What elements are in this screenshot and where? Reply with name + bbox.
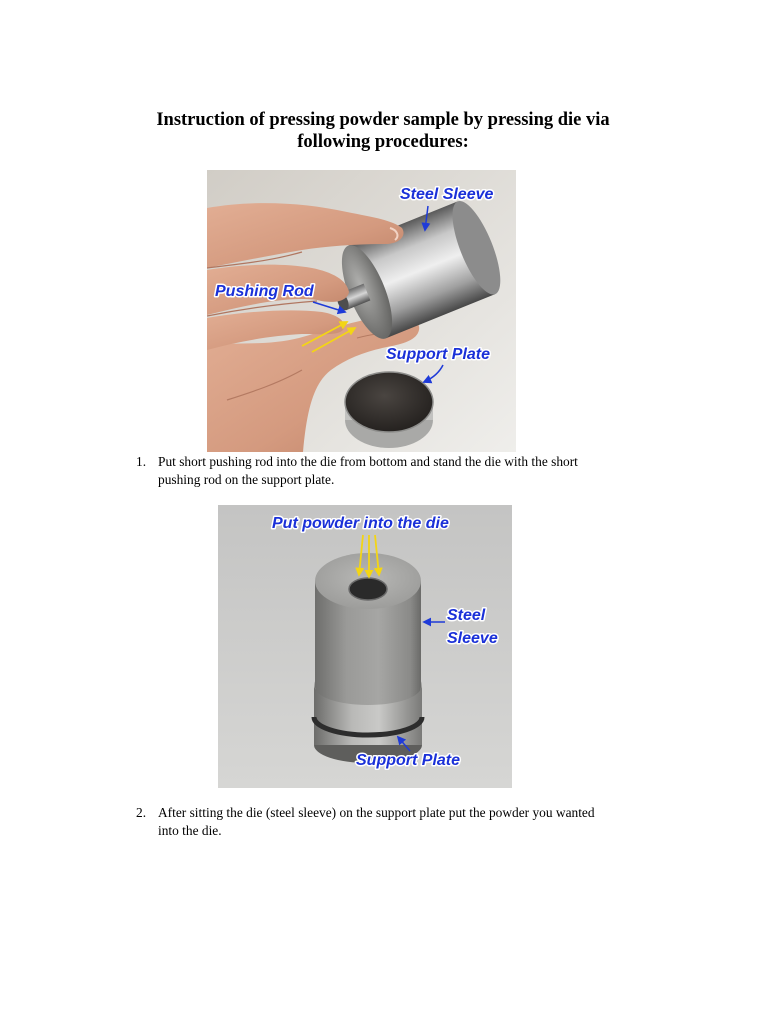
label-pushing-rod: Pushing Rod <box>215 283 314 300</box>
label-steel: Steel <box>447 607 486 624</box>
step-2-number: 2. <box>136 805 147 820</box>
step-2-line-1: After sitting the die (steel sleeve) on the support plate put the powder you wanted <box>158 805 595 820</box>
label-support-plate: Support Plate <box>386 346 491 363</box>
step-2-line-2: into the die. <box>158 823 222 838</box>
steel-sleeve-die <box>315 553 421 705</box>
step-1-text <box>158 453 578 489</box>
step-1-number: 1. <box>136 454 147 469</box>
document-title <box>0 109 766 153</box>
step-1-line-1: Put short pushing rod into the die from bottom and stand the die with the short <box>158 454 578 469</box>
title-line-2: following procedures: <box>297 132 469 152</box>
label-sleeve: Sleeve <box>447 630 498 647</box>
label-support-plate: Support Plate <box>356 752 461 769</box>
figure-2-photo <box>218 505 512 788</box>
support-plate-disk <box>345 372 433 448</box>
step-2-text <box>158 804 595 840</box>
step-1-line-2: pushing rod on the support plate. <box>158 472 335 487</box>
figure-1-photo <box>207 170 516 452</box>
label-put-powder: Put powder into the die <box>272 515 449 532</box>
title-line-1: Instruction of pressing powder sample by pressing die via <box>156 110 610 130</box>
label-steel-sleeve: Steel Sleeve <box>400 186 494 203</box>
